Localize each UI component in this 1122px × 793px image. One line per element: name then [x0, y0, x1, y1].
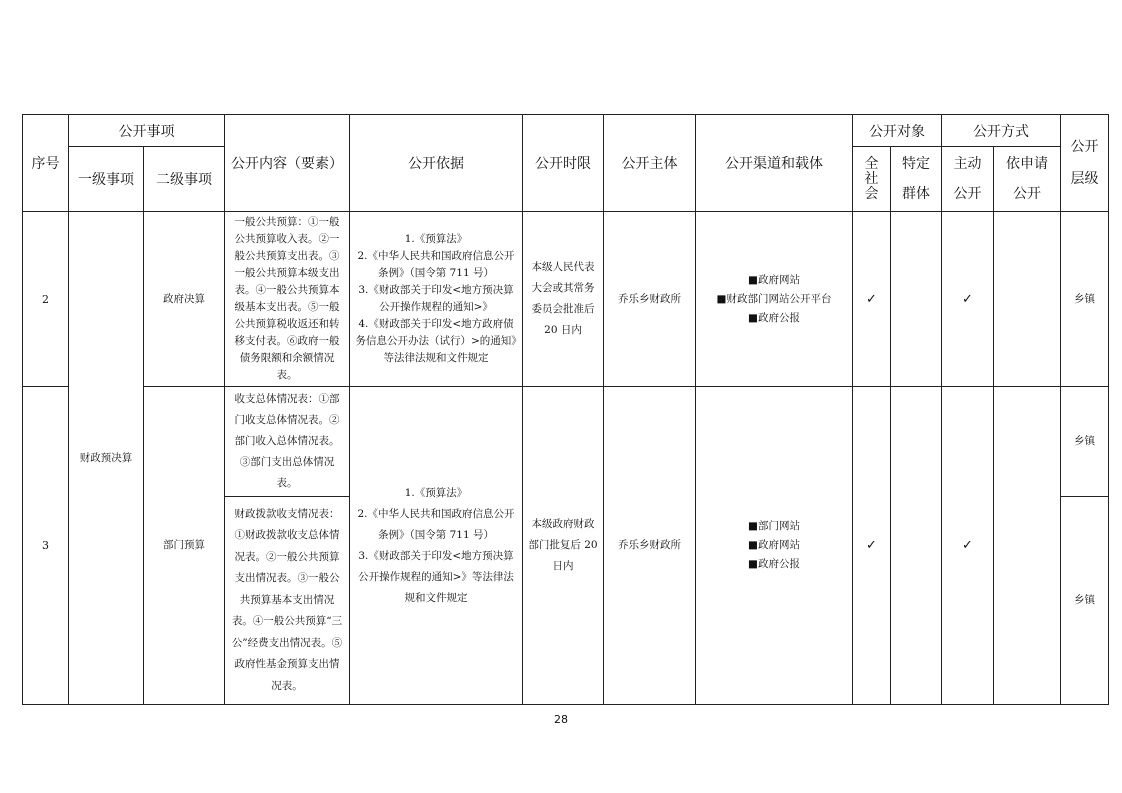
header-method-active-1: 主动: [953, 156, 982, 172]
row-2-content: 一般公共预算：①一般公共预算收入表。②一般公共预算支出表。③一般公共预算本级支出表。④一般公共预算本级基本支出表。⑤一般公共预算税收返还和转移支付表。⑥政府一般债务限额和余额情况表。: [225, 212, 350, 387]
row-3-channel-item: ■部门网站: [748, 520, 800, 532]
header-level: [1061, 115, 1109, 212]
row-3-level-b: 乡镇: [1061, 497, 1109, 705]
row-2-level: 乡镇: [1061, 212, 1109, 387]
row-2-time-limit: 本级人民代表大会或其常务委员会批准后 20 日内: [523, 212, 604, 387]
header-public-items: 公开事项: [69, 115, 225, 147]
row-3-level2: 部门预算: [144, 387, 225, 705]
row-2-method-request-check: [994, 212, 1061, 387]
row-3-target-specific-check: [891, 387, 942, 705]
header-target-specific-1: 特定: [902, 156, 930, 172]
header-target: 公开对象: [853, 115, 942, 147]
row-2-target-all-check: ✓: [853, 212, 891, 387]
row-3-target-all-check: ✓: [853, 387, 891, 705]
header-method-request-2: 公开: [1013, 186, 1041, 202]
header-target-all-1: 全: [864, 155, 879, 172]
row-2-subject: 乔乐乡财政所: [604, 212, 696, 387]
header-target-specific-2: 群体: [902, 186, 930, 202]
row-2-level2: 政府决算: [144, 212, 225, 387]
row-2-basis-item: 4.《财政部关于印发<地方政府债务信息公开办法（试行）>的通知》等法律法规和文件规定: [355, 318, 517, 364]
row-2-basis-item: 2.《中华人民共和国政府信息公开条例》（国令第 711 号）: [357, 250, 515, 279]
row-3-content-a: 收支总体情况表：①部门收支总体情况表。②部门收入总体情况表。③部门支出总体情况表。: [225, 387, 350, 497]
header-target-all-3: 会: [864, 185, 879, 202]
page-number: 28: [554, 713, 568, 726]
header-level1: 一级事项: [69, 147, 144, 212]
header-level2: 二级事项: [144, 147, 225, 212]
row-2-channel-item: ■政府网站: [748, 273, 800, 286]
row-2-channel-item: ■财政部门网站公开平台: [716, 292, 832, 305]
row-2-basis-item: 1.《预算法》: [404, 233, 468, 245]
disclosure-table: [22, 114, 1109, 705]
row-2-method-active-check: ✓: [942, 212, 994, 387]
header-row-1: [23, 115, 1109, 147]
row-2-channel: [696, 212, 853, 387]
row-3-channel: [696, 387, 853, 705]
row-3-basis-item: 1.《预算法》: [404, 486, 468, 499]
row-2-basis: [350, 212, 523, 387]
table-row-seq-2: [23, 212, 1109, 387]
header-content: 公开内容（要素）: [225, 115, 350, 212]
header-target-all-2: 社: [864, 170, 879, 187]
header-level-line-2: 层级: [1070, 171, 1099, 187]
header-method-request: [994, 147, 1061, 212]
table-row-seq-3a: [23, 387, 1109, 497]
row-3-method-active-check: ✓: [942, 387, 994, 705]
row-2-seq: 2: [23, 212, 69, 387]
header-method-active-2: 公开: [953, 186, 982, 202]
row-3-channel-item: ■政府公报: [748, 558, 800, 570]
header-method-active: [942, 147, 994, 212]
row-3-time-limit: 本级政府财政部门批复后 20 日内: [523, 387, 604, 705]
row-3-basis: [350, 387, 523, 705]
header-subject: 公开主体: [604, 115, 696, 212]
row-3-basis-item: 2.《中华人民共和国政府信息公开条例》（国令第 711 号）: [357, 507, 515, 541]
header-method: 公开方式: [942, 115, 1061, 147]
level1-shared: 财政预决算: [69, 212, 144, 705]
disclosure-table-sheet: [22, 114, 1108, 692]
header-target-specific: [891, 147, 942, 212]
row-2-target-specific-check: [891, 212, 942, 387]
row-2-channel-item: ■政府公报: [748, 311, 800, 324]
row-2-basis-item: 3.《财政部关于印发<地方预决算公开操作规程的通知>》: [358, 284, 514, 313]
header-channel: 公开渠道和载体: [696, 115, 853, 212]
row-3-channel-item: ■政府网站: [748, 539, 800, 551]
header-target-all: [853, 147, 891, 212]
header-basis: 公开依据: [350, 115, 523, 212]
row-3-content-b: 财政拨款收支情况表：①财政拨款收支总体情况表。②一般公共预算支出情况表。③一般公共预算基本支出情况表。④一般公共预算“三公”经费支出情况表。⑤政府性基金预算支出情况表。: [225, 497, 350, 705]
header-seq: 序号: [23, 115, 69, 212]
row-3-method-request-check: [994, 387, 1061, 705]
row-3-level-a: 乡镇: [1061, 387, 1109, 497]
header-time-limit: 公开时限: [523, 115, 604, 212]
row-3-basis-item: 3.《财政部关于印发<地方预决算公开操作规程的通知>》等法律法规和文件规定: [358, 549, 514, 604]
header-level-line-1: 公开: [1070, 139, 1099, 155]
row-3-seq: 3: [23, 387, 69, 705]
row-3-subject: 乔乐乡财政所: [604, 387, 696, 705]
header-method-request-1: 依申请: [1006, 156, 1048, 172]
